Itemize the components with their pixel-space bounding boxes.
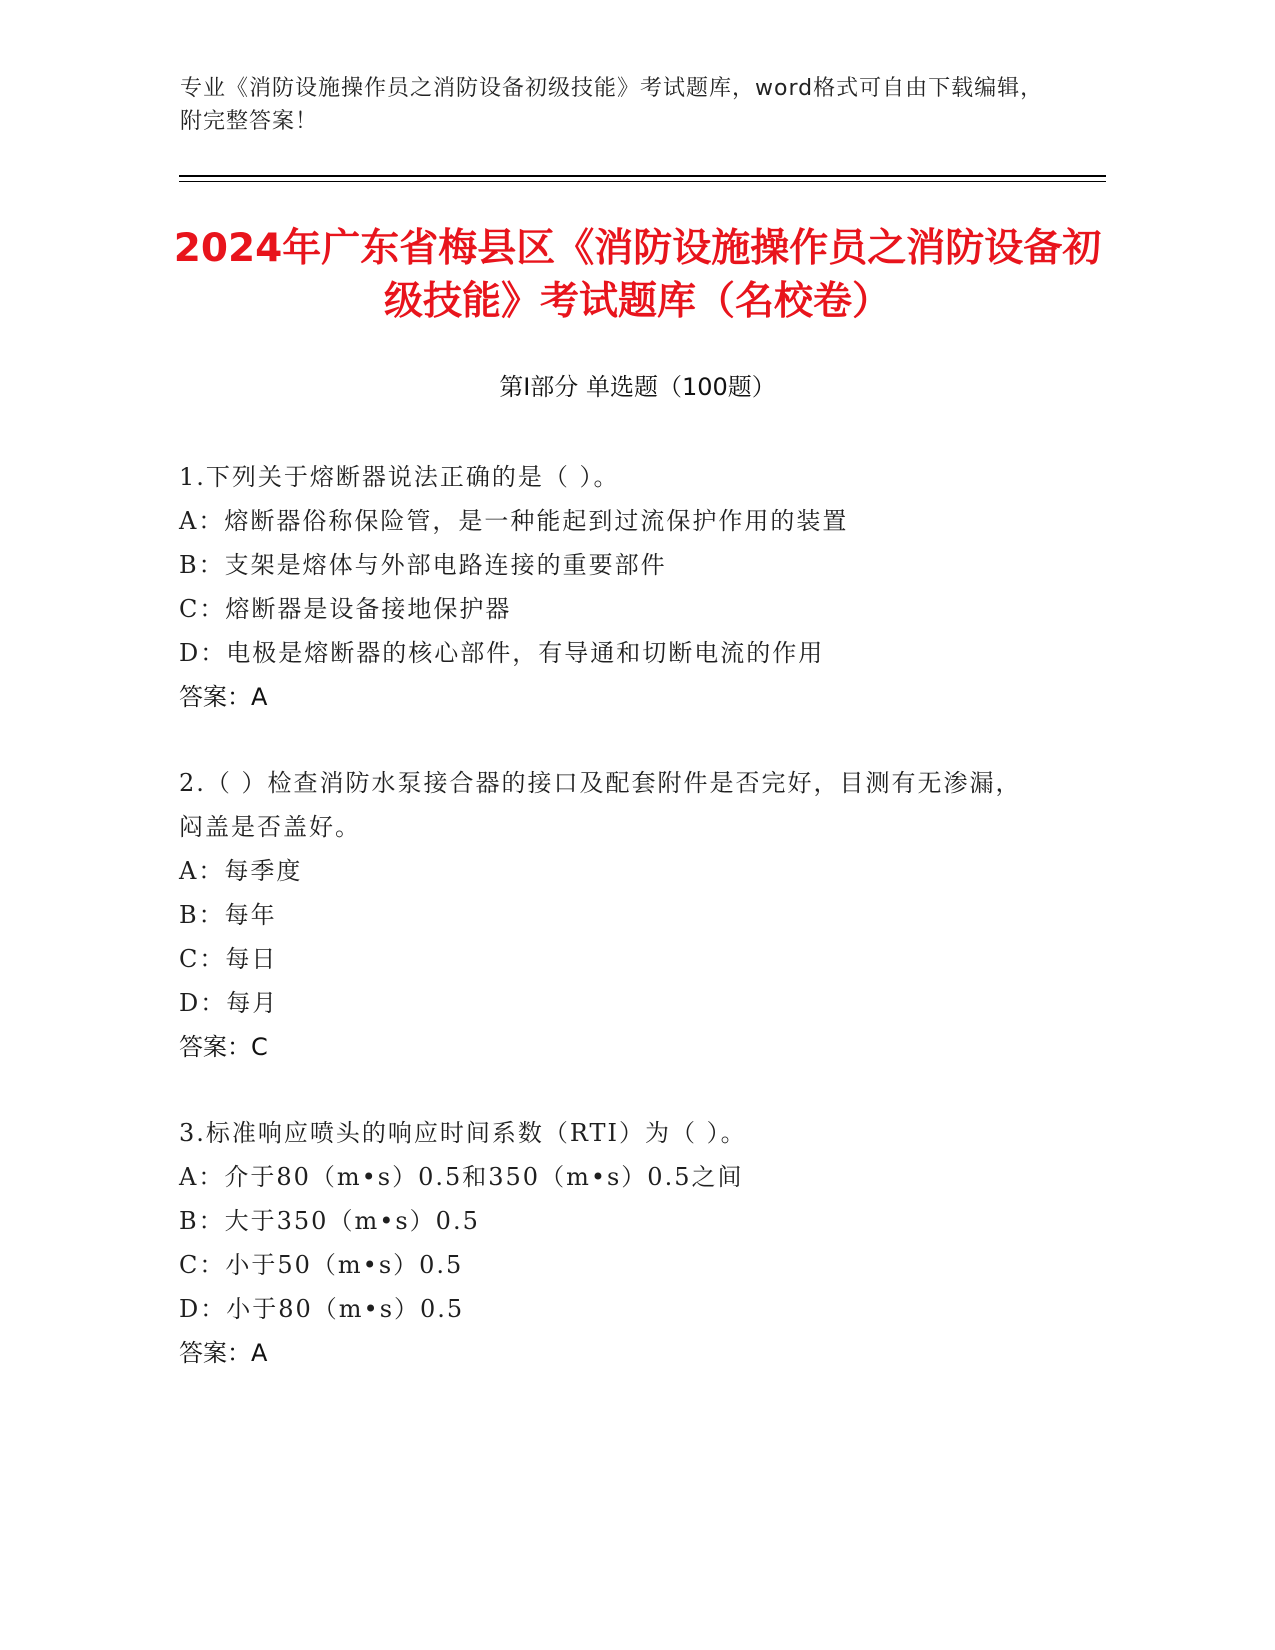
option-d: D：电极是熔断器的核心部件，有导通和切断电流的作用 — [179, 639, 825, 667]
option-b: B：支架是熔体与外部电路连接的重要部件 — [179, 551, 667, 579]
header-note: 专业《消防设施操作员之消防设备初级技能》考试题库，word格式可自由下载编辑，附完整答案！ — [180, 76, 1044, 134]
header-divider-thick — [179, 175, 1106, 177]
option-a: A：熔断器俗称保险管，是一种能起到过流保护作用的装置 — [179, 507, 849, 535]
answer: 答案：A — [179, 1339, 268, 1367]
question-stem: 1.下列关于熔断器说法正确的是（ ）。 — [179, 463, 620, 491]
option-d: D：每月 — [179, 989, 279, 1017]
question-1 — [179, 455, 1039, 719]
answer: 答案：C — [179, 1033, 268, 1061]
option-a: A：介于80（m•s）0.5和350（m•s）0.5之间 — [179, 1163, 744, 1191]
section-title: 第Ⅰ部分 单选题（100题） — [499, 373, 776, 401]
option-c: C：熔断器是设备接地保护器 — [179, 595, 512, 623]
question-list — [179, 455, 1039, 1417]
document-title: 2024年广东省梅县区《消防设施操作员之消防设备初级技能》考试题库（名校卷） — [173, 226, 1102, 324]
answer: 答案：A — [179, 683, 268, 711]
option-a: A：每季度 — [179, 857, 303, 885]
option-d: D：小于80（m•s）0.5 — [179, 1295, 465, 1323]
header-divider-thin — [179, 181, 1106, 182]
option-b: B：大于350（m•s）0.5 — [179, 1207, 480, 1235]
option-b: B：每年 — [179, 901, 277, 929]
option-c: C：小于50（m•s）0.5 — [179, 1251, 464, 1279]
option-c: C：每日 — [179, 945, 278, 973]
question-stem: 2.（ ）检查消防水泵接合器的接口及配套附件是否完好，目测有无渗漏，闷盖是否盖好。 — [179, 769, 1022, 841]
question-3 — [179, 1111, 1039, 1375]
question-2 — [179, 761, 1039, 1069]
question-stem: 3.标准响应喷头的响应时间系数（RTI）为（ ）。 — [179, 1119, 747, 1147]
